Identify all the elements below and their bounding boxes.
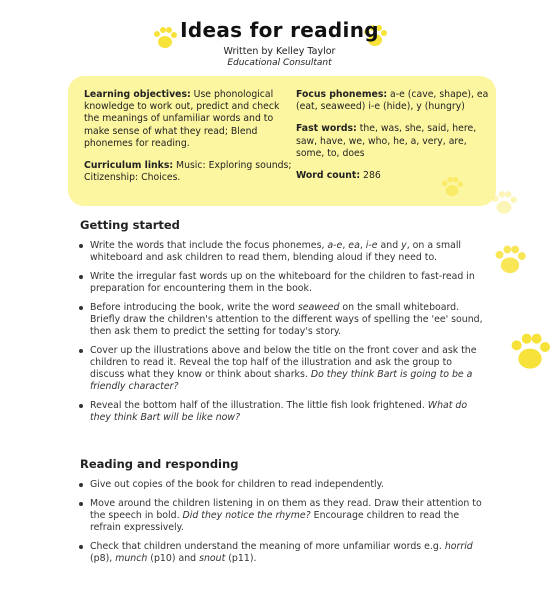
author-byline: Written by Kelley Taylor xyxy=(223,46,336,57)
list-item: Reveal the bottom half of the illustration. The little fish look frightened. What do they think Bart will be like now? xyxy=(74,400,484,424)
list-item: Before introducing the book, write the word seaweed on the small whiteboard. Briefly draw the children's attention to the different ways of spelling the 'ee' sound, then ask them to predict the setting for today's story. xyxy=(74,302,484,338)
list-item: Move around the children listening in on them as they read. Draw their attention to the speech in bold. Did they notice the rhyme? Encourage children to read the refrain expressively. xyxy=(74,498,484,534)
fast-words: Fast words: the, was, she, said, here, saw, have, we, who, he, a, very, are, some, to, does xyxy=(296,123,477,159)
paw-print-icon xyxy=(490,190,518,216)
author-role: Educational Consultant xyxy=(227,58,332,68)
paw-print-icon xyxy=(508,332,552,372)
list-item: Give out copies of the book for children to read independently. xyxy=(74,479,484,491)
word-count: Word count: 286 xyxy=(296,170,381,182)
list-item: Write the words that include the focus phonemes, a-e, ea, i-e and y, on a small whiteboard and ask children to read them, blending aloud if they need to. xyxy=(74,240,484,264)
curriculum-links: Curriculum links: Music: Exploring sounds; Citizenship: Choices. xyxy=(84,160,292,184)
info-box xyxy=(68,76,496,206)
list-item: Write the irregular fast words up on the whiteboard for the children to fast-read in preparation for encountering them in the book. xyxy=(74,271,484,295)
focus-phonemes: Focus phonemes: a-e (cave, shape), ea (eat, seaweed) i-e (hide), y (hungry) xyxy=(296,89,489,113)
getting-started-list xyxy=(74,240,484,424)
section-heading: Reading and responding xyxy=(80,457,239,471)
getting-started-section xyxy=(74,218,484,431)
info-box-left-column xyxy=(84,89,292,194)
learning-objectives: Learning objectives: Use phonological knowledge to work out, predict and check the meanings of unfamiliar words and to make sense of what they read; Blend phonemes for reading. xyxy=(84,89,280,149)
page-title: Ideas for reading xyxy=(180,18,379,42)
section-heading: Getting started xyxy=(80,218,180,232)
paw-print-icon xyxy=(493,244,527,276)
list-item: Check that children understand the meaning of more unfamiliar words e.g. horrid (p8), munch (p10) and snout (p11). xyxy=(74,541,484,565)
list-item: Cover up the illustrations above and below the title on the front cover and ask the children to read it. Reveal the top half of the illustration and ask the group to discuss what they know or think about sharks. Do they think Bart is going to be a friendly character? xyxy=(74,345,484,393)
reading-responding-section xyxy=(74,457,484,572)
paw-print-icon xyxy=(440,176,464,198)
page-header xyxy=(0,18,559,68)
reading-responding-list xyxy=(74,479,484,565)
